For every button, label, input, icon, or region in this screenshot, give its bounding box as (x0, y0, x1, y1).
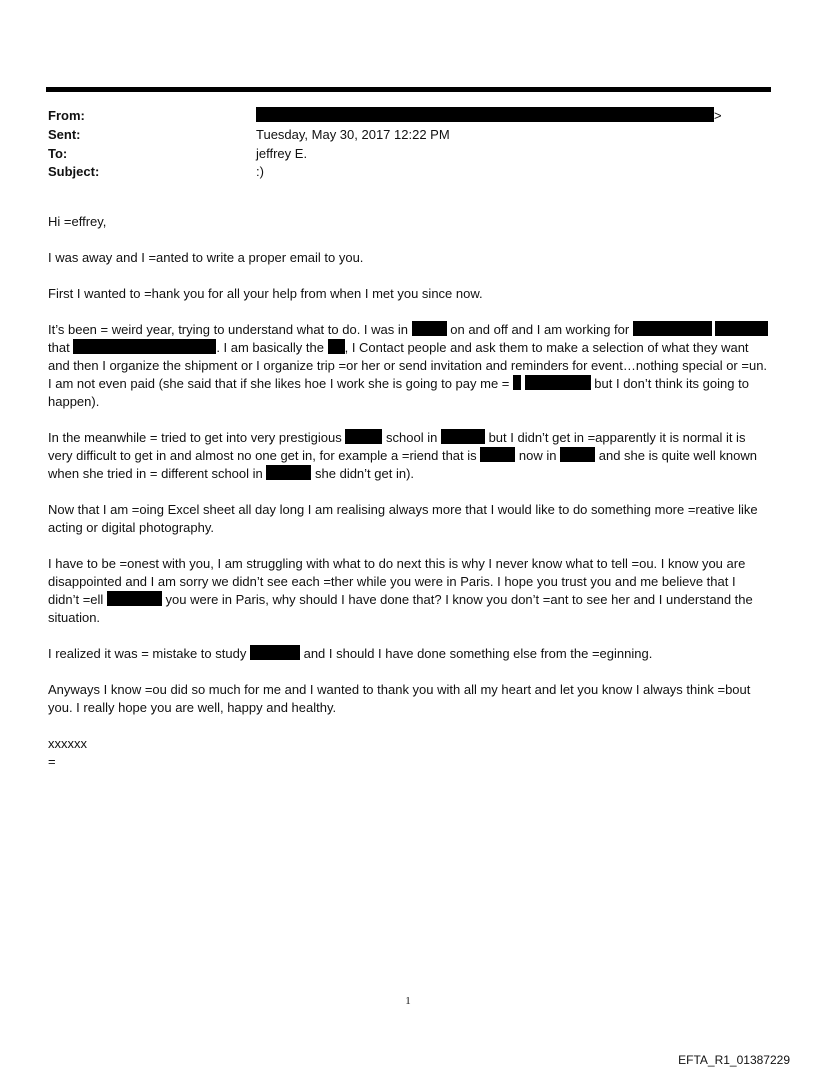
redaction-box (513, 375, 521, 390)
from-value (256, 107, 722, 125)
redaction-box (633, 321, 712, 336)
paragraph-1: I was away and I =anted to write a proper email to you. (48, 250, 364, 265)
to-value: jeffrey E. (256, 146, 308, 161)
redaction-box (525, 375, 591, 390)
redaction-box (328, 339, 345, 354)
paragraph-8: Anyways I know =ou did so much for me and I wanted to thank you with all my heart and let you know I always think =bout you. I really hope you are well, happy and healthy. (48, 682, 751, 715)
paragraph-3: It’s been = weird year, trying to understand what to do. I was in on and off and I am working for that . I am basically the , I Contact people and ask them to make a selection of what they want and then I organize the shipment or I organize trip =or her or send invitation and reminders for event…nothing special or =un. I am not even paid (she said that if she likes hoe I work she is going to pay me = but I don’t think its going to happen). (48, 322, 768, 409)
subject-value: :) (256, 164, 264, 179)
greeting: Hi =effrey, (48, 214, 107, 229)
paragraph-4: In the meanwhile = tried to get into very prestigious school in but I didn’t get in =apparently it is normal it is very difficult to get in and almost no one get in, for example a =riend that is now in and she is quite well known when she tried in = different school in she didn’t get in). (48, 430, 757, 481)
from-suffix: > (714, 108, 722, 123)
redaction-box (266, 465, 311, 480)
page-number: 1 (405, 995, 411, 1007)
redaction-box (345, 429, 382, 444)
header-divider (46, 87, 771, 92)
document-id: EFTA_R1_01387229 (678, 1053, 790, 1067)
redaction-box (441, 429, 485, 444)
redaction-box (256, 107, 714, 122)
redaction-box (715, 321, 768, 336)
paragraph-7: I realized it was = mistake to study and I should I have done something else from the =eginning. (48, 646, 653, 661)
paragraph-6: I have to be =onest with you, I am struggling with what to do next this is why I never know what to tell =ou. I know you are disappointed and I am sorry we didn’t see each =ther while you were in Paris. I hope you trust you and me believe that I didn’t =ell you were in Paris, why should I have done that? I know you don’t =ant to see her and I understand the situation. (48, 556, 753, 625)
redaction-box (560, 447, 595, 462)
end-mark: = (48, 754, 56, 769)
paragraph-2: First I wanted to =hank you for all your help from when I met you since now. (48, 286, 483, 301)
redaction-box (250, 645, 300, 660)
sent-value: Tuesday, May 30, 2017 12:22 PM (256, 127, 450, 142)
redaction-box (412, 321, 447, 336)
to-label: To: (48, 146, 68, 161)
redaction-box (480, 447, 515, 462)
redaction-box (107, 591, 162, 606)
from-label: From: (48, 108, 85, 123)
redaction-box (73, 339, 216, 354)
email-body (48, 213, 770, 771)
paragraph-5: Now that I am =oing Excel sheet all day long I am realising always more that I would like to do something more =reative like acting or digital photography. (48, 502, 758, 535)
signoff: xxxxxx (48, 736, 87, 751)
sent-label: Sent: (48, 127, 81, 142)
subject-label: Subject: (48, 164, 100, 179)
